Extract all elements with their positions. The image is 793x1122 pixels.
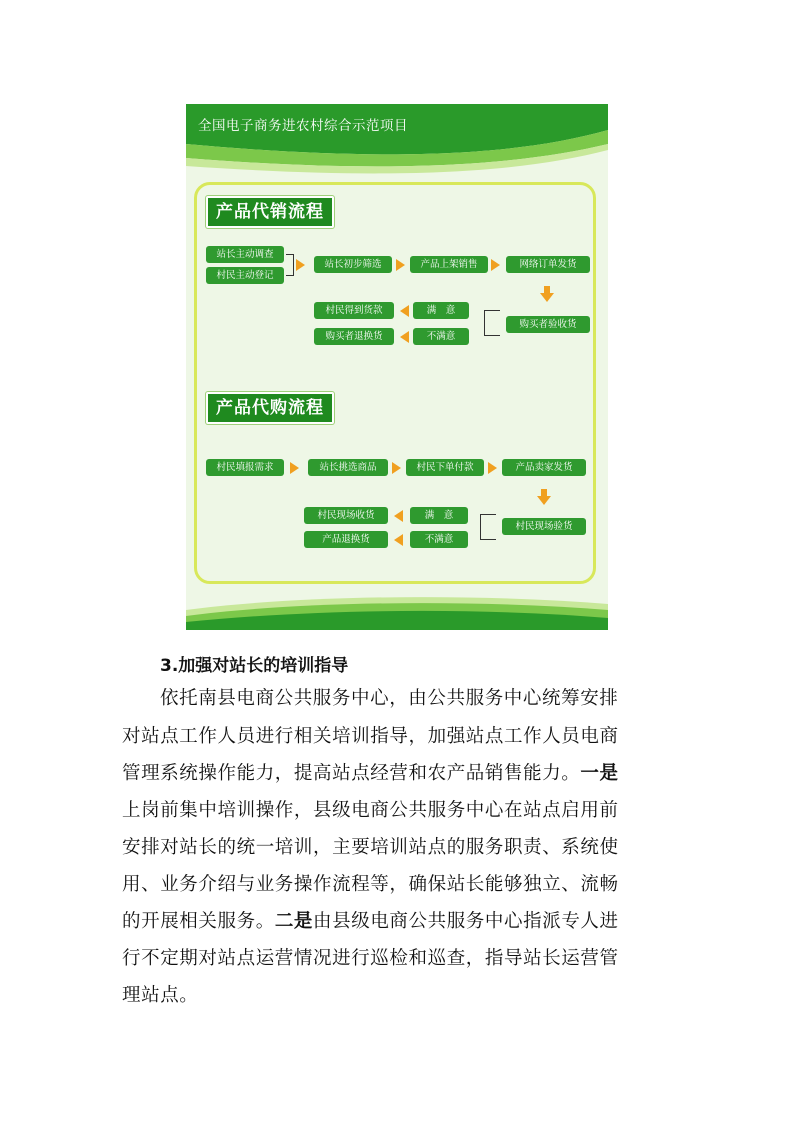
node-villager-order: 村民下单付款 [406, 459, 484, 476]
body-line-1: 依托南县电商公共服务中心，由公共服务中心统筹安排 [160, 688, 619, 709]
node-villager-request: 村民填报需求 [206, 459, 284, 476]
body-line-8: 行不定期对站点运营情况进行巡检和巡查，指导站长运营管 [122, 948, 619, 969]
body-line-6: 用、业务介绍与业务操作流程等，确保站长能够独立、流畅 [122, 874, 619, 895]
node-buyer-return: 购买者退换货 [314, 328, 394, 345]
body-line-4: 上岗前集中培训操作，县级电商公共服务中心在站点启用前 [122, 800, 619, 821]
figure-title: 全国电子商务进农村综合示范项目 [198, 118, 408, 134]
body-line-2: 对站点工作人员进行相关培训指导，加强站点工作人员电商 [122, 726, 619, 747]
section-heading: 3.加强对站长的培训指导 [160, 656, 349, 676]
arrow-down-icon [537, 496, 551, 505]
body-line-9: 理站点。 [122, 985, 199, 1006]
node-villager-receive: 村民现场收货 [304, 507, 388, 524]
arrow-down-icon [540, 293, 554, 302]
arrow-right-icon [491, 259, 500, 271]
node-buyer-inspect: 购买者验收货 [506, 316, 590, 333]
node-unsatisfied: 不满意 [410, 531, 468, 548]
node-station-screen: 站长初步筛选 [314, 256, 392, 273]
figure-footer-banner [186, 590, 608, 630]
node-villager-register: 村民主动登记 [206, 267, 284, 284]
merge-bracket [286, 254, 294, 276]
arrow-left-icon [394, 510, 403, 522]
emphasis-first: 一是 [580, 763, 619, 784]
node-villager-paid: 村民得到货款 [314, 302, 394, 319]
node-product-return: 产品退换货 [304, 531, 388, 548]
node-station-select: 站长挑选商品 [308, 459, 388, 476]
arrow-left-icon [394, 534, 403, 546]
node-station-survey: 站长主动调查 [206, 246, 284, 263]
purchase-flow-title: 产品代购流程 [206, 392, 334, 424]
arrow-right-icon [392, 462, 401, 474]
body-line-5: 安排对站长的统一培训，主要培训站点的服务职责、系统使 [122, 837, 619, 858]
split-bracket [480, 514, 496, 540]
node-unsatisfied: 不满意 [413, 328, 469, 345]
node-product-listing: 产品上架销售 [410, 256, 488, 273]
node-satisfied: 满 意 [413, 302, 469, 319]
flowchart-figure [186, 104, 608, 630]
arrow-right-icon [396, 259, 405, 271]
arrow-right-icon [488, 462, 497, 474]
node-villager-inspect: 村民现场验货 [502, 518, 586, 535]
split-bracket [484, 310, 500, 336]
arrow-right-icon [290, 462, 299, 474]
node-online-order: 网络订单发货 [506, 256, 590, 273]
arrow-left-icon [400, 331, 409, 343]
arrow-right-icon [296, 259, 305, 271]
node-seller-ship: 产品卖家发货 [502, 459, 586, 476]
body-line-7: 的开展相关服务。二是由县级电商公共服务中心指派专人进 [122, 911, 619, 932]
arrow-left-icon [400, 305, 409, 317]
emphasis-second: 二是 [274, 911, 314, 932]
node-satisfied: 满 意 [410, 507, 468, 524]
consign-flow-title: 产品代销流程 [206, 196, 334, 228]
body-line-3: 管理系统操作能力，提高站点经营和农产品销售能力。一是 [122, 763, 619, 784]
